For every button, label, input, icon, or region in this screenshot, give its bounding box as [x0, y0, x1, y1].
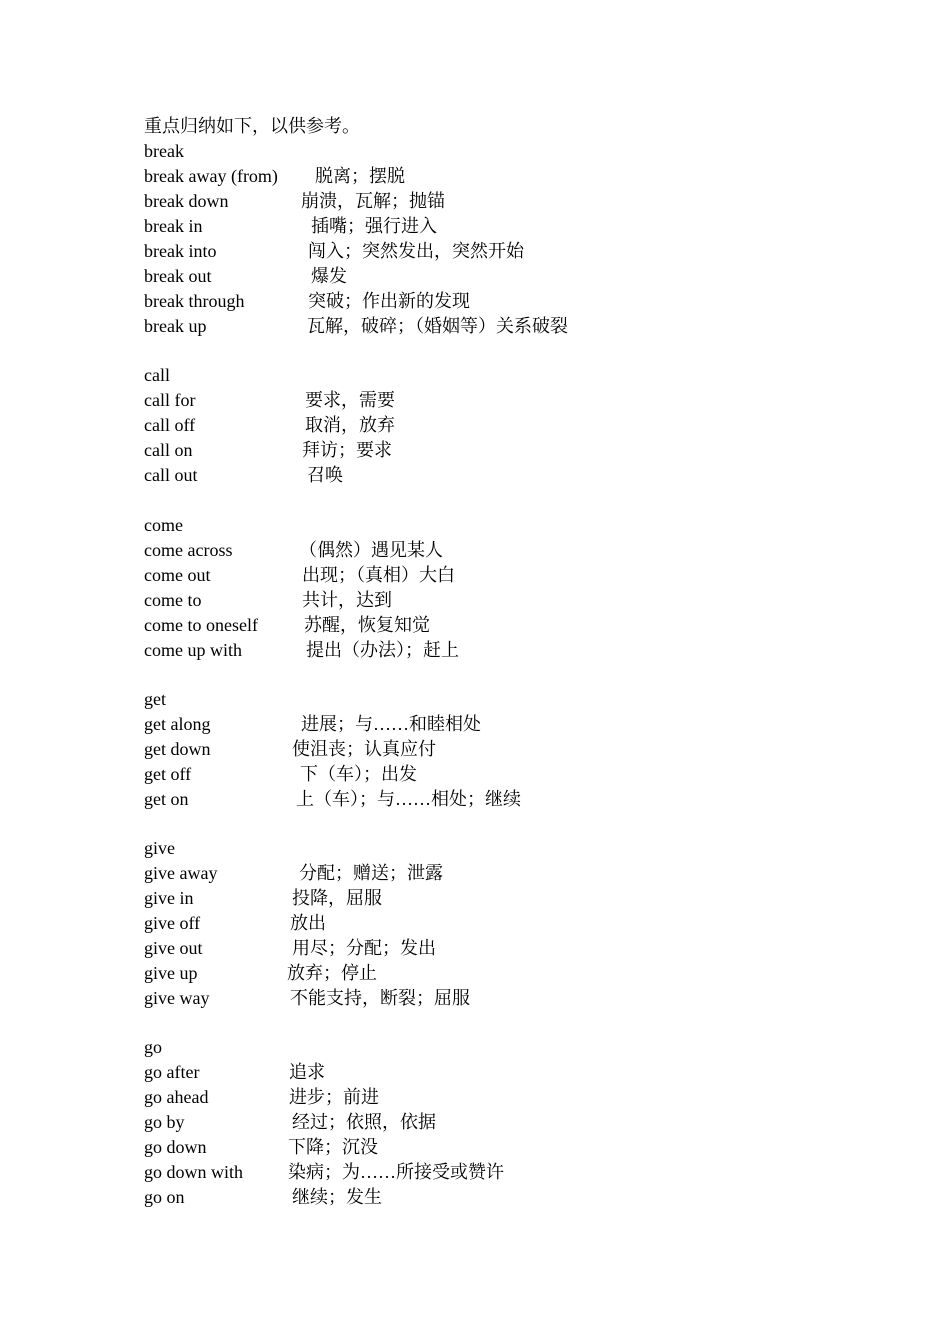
meaning: 要求，需要 [305, 390, 395, 410]
phrase: call off [144, 415, 196, 435]
phrase: go on [144, 1187, 185, 1207]
phrase: give in [144, 888, 194, 908]
phrase: give away [144, 863, 218, 883]
meaning: 不能支持，断裂；屈服 [290, 988, 470, 1008]
meaning: 下（车）；出发 [300, 764, 417, 784]
meaning: （偶然）遇见某人 [299, 540, 443, 560]
meaning: 插嘴；强行进入 [311, 216, 437, 236]
phrase: break down [144, 191, 229, 211]
meaning: 出现；（真相）大白 [302, 565, 455, 585]
meaning: 拜访；要求 [302, 440, 392, 460]
intro-line: 重点归纳如下，以供参考。 [144, 116, 360, 136]
meaning: 使沮丧；认真应付 [292, 739, 436, 759]
meaning: 放出 [290, 913, 326, 933]
meaning: 突破；作出新的发现 [308, 291, 470, 311]
meaning: 继续；发生 [292, 1187, 382, 1207]
phrase: call on [144, 440, 193, 460]
phrase: go ahead [144, 1087, 209, 1107]
meaning: 下降；沉没 [288, 1137, 378, 1157]
meaning: 放弃；停止 [287, 963, 377, 983]
document-page: 重点归纳如下，以供参考。 break break away (from) 脱离；摆脱 break down 崩溃，瓦解；抛锚 break in 插嘴；强行进入 break into 闯入；突然发出，突然开始 break out 爆发 break through 突破；作出新的发现 break up 瓦解，破碎；（婚姻等）关系破裂 call call for 要求，需要 call off 取消，放弃 call on 拜访；要求 call out 召唤 come come across （偶然）遇见某人 come out 出现；（真相）大白 come to 共计，达到 come to oneself 苏醒，恢复知觉 come up with 提出（办法）；赶上 get get along 进展；与……和睦相处 get down 使沮丧；认真应付 get off 下（车）；出发 get on 上（车）；与……相处；继续 give give away 分配；赠送；泄露 give in 投降，屈服 give off 放出 give out 用尽；分配；发出 give up 放弃；停止 give way 不能支持，断裂；屈服 go go after 追求 go ahead 进步；前进 go by 经过；依照，依据 go down 下降；沉没 go down with 染病；为……所接受或赞许 go on 继续；发生 [0, 0, 950, 1344]
phrase: come up with [144, 640, 242, 660]
meaning: 瓦解，破碎；（婚姻等）关系破裂 [307, 316, 568, 336]
meaning: 上（车）；与……相处；继续 [296, 789, 521, 809]
meaning: 染病；为……所接受或赞许 [288, 1162, 504, 1182]
phrase: break through [144, 291, 245, 311]
phrase: break out [144, 266, 212, 286]
meaning: 苏醒，恢复知觉 [304, 615, 430, 635]
phrase: give out [144, 938, 203, 958]
meaning: 进步；前进 [289, 1087, 379, 1107]
meaning: 崩溃，瓦解；抛锚 [301, 191, 445, 211]
phrase: come to [144, 590, 202, 610]
phrase: go by [144, 1112, 185, 1132]
meaning: 经过；依照，依据 [292, 1112, 436, 1132]
meaning: 分配；赠送；泄露 [299, 863, 443, 883]
phrase: break up [144, 316, 207, 336]
meaning: 提出（办法）；赶上 [306, 640, 459, 660]
phrase: get down [144, 739, 211, 759]
phrase: go down [144, 1137, 207, 1157]
phrase: break in [144, 216, 203, 236]
meaning: 用尽；分配；发出 [292, 938, 436, 958]
meaning: 共计，达到 [302, 590, 392, 610]
phrase: go down with [144, 1162, 243, 1182]
phrase: get off [144, 764, 192, 784]
phrase: give up [144, 963, 198, 983]
meaning: 脱离；摆脱 [315, 166, 405, 186]
meaning: 召唤 [307, 465, 343, 485]
meaning: 进展；与……和睦相处 [301, 714, 481, 734]
phrase: call out [144, 465, 198, 485]
phrase: give way [144, 988, 210, 1008]
phrase: go after [144, 1062, 200, 1082]
meaning: 投降，屈服 [292, 888, 382, 908]
phrase: come to oneself [144, 615, 258, 635]
phrase: come across [144, 540, 233, 560]
phrase: break into [144, 241, 217, 261]
phrase: give off [144, 913, 201, 933]
phrase: get along [144, 714, 211, 734]
meaning: 取消，放弃 [305, 415, 395, 435]
meaning: 追求 [289, 1062, 325, 1082]
meaning: 爆发 [311, 266, 347, 286]
phrase: come out [144, 565, 211, 585]
phrase: break away (from) [144, 166, 278, 186]
meaning: 闯入；突然发出，突然开始 [308, 241, 524, 261]
phrase: get on [144, 789, 189, 809]
phrase: call for [144, 390, 196, 410]
